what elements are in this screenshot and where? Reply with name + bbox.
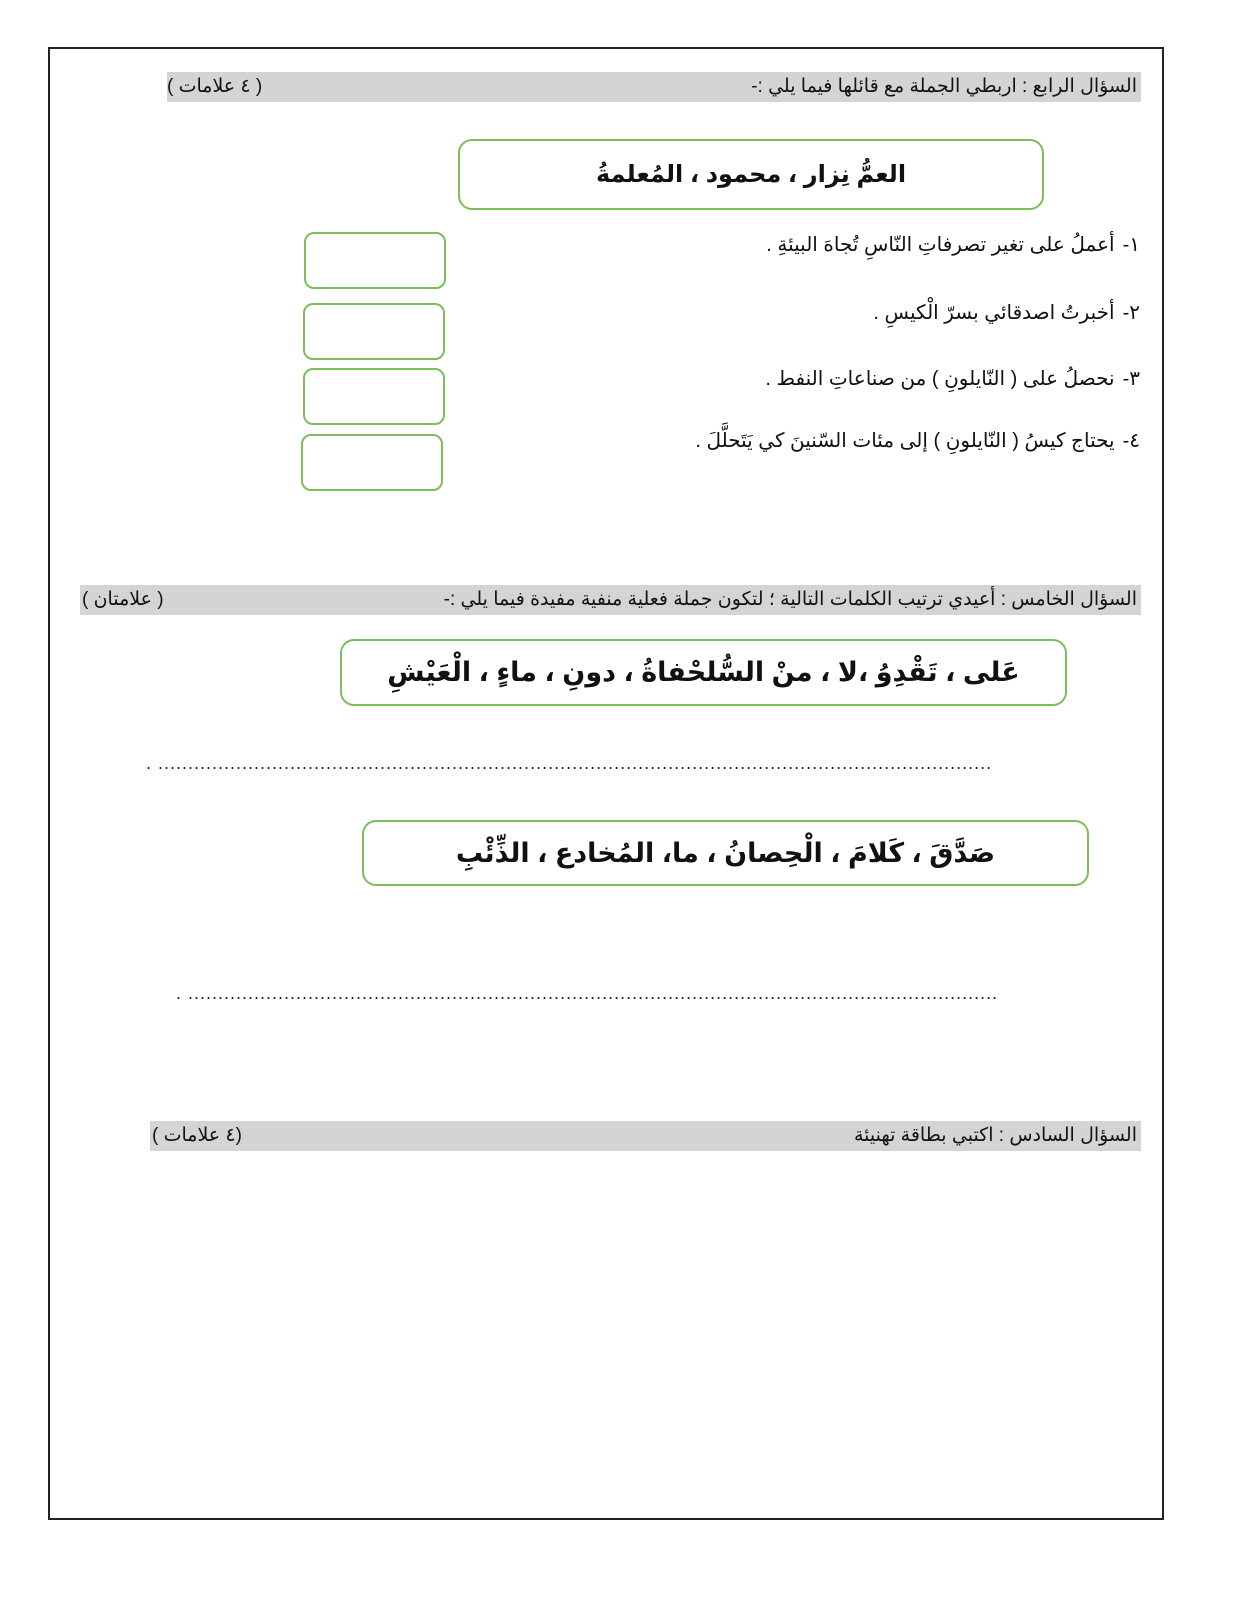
- q4-item-1: [766, 232, 1140, 257]
- q5-words-box-2: [362, 820, 1089, 886]
- q4-header: [167, 72, 1141, 102]
- q4-item-3-num: ٣-: [1122, 368, 1140, 390]
- q4-title: السؤال الرابع : اربطي الجملة مع قائلها فيما يلي :-: [751, 76, 1137, 97]
- q4-item-2: [873, 300, 1140, 325]
- q5-marks: ( علامتان ): [82, 589, 164, 610]
- q4-speakers-box: [458, 139, 1044, 210]
- q4-answer-box-4[interactable]: [301, 434, 443, 491]
- q4-answer-box-2[interactable]: [303, 303, 445, 360]
- q6-writing-area[interactable]: [80, 1170, 1140, 1490]
- q4-answer-box-3[interactable]: [303, 368, 445, 425]
- q4-item-3-text: نحصلُ على ( النّايلونِ ) من صناعاتِ النفط .: [765, 368, 1115, 390]
- q5-title: السؤال الخامس : أعيدي ترتيب الكلمات التالية ؛ لتكون جملة فعلية منفية مفيدة فيما يلي :-: [443, 589, 1137, 610]
- q5-header: [80, 585, 1141, 615]
- q6-marks: (٤ علامات ): [152, 1125, 242, 1146]
- q4-answer-box-1[interactable]: [304, 232, 446, 289]
- q4-marks: ( ٤ علامات ): [167, 76, 263, 97]
- q4-item-2-num: ٢-: [1122, 302, 1140, 324]
- q5-answer-line-2[interactable]: . .......................................................................................................................................​: [176, 983, 999, 1003]
- q6-header: [150, 1121, 1141, 1151]
- q4-item-1-num: ١-: [1122, 234, 1140, 256]
- q5-answer-line-1[interactable]: . ...........................................................................................................................................: [146, 753, 993, 773]
- q4-item-3: [765, 366, 1140, 391]
- q4-item-1-text: أعملُ على تغير تصرفاتِ النّاسِ تُجاهَ البيئةِ .: [766, 234, 1115, 256]
- q4-speakers: العمُّ نِزار ، محمود ، المُعلمةُ: [595, 161, 907, 188]
- q4-item-2-text: أخبرتُ اصدقائي بسرّ الْكيسِ .: [873, 302, 1115, 324]
- q4-item-4-text: يحتاج كيسُ ( النّايلونِ ) إلى مئات السّنينَ كي يَتَحلَّلَ .: [695, 430, 1115, 452]
- q5-words-1: عَلى ، تَقْدِوُ ،لا ، منْ السُّلحْفاةُ ، دونِ ، ماءٍ ، الْعَيْشِ: [387, 657, 1020, 687]
- q5-words-box-1: [340, 639, 1067, 706]
- q4-item-4: [695, 428, 1140, 453]
- q6-title: السؤال السادس : اكتبي بطاقة تهنيئة: [853, 1125, 1137, 1146]
- q4-item-4-num: ٤-: [1122, 430, 1140, 452]
- q5-words-2: صَدَّقَ ، كَلامَ ، الْحِصانُ ، ما، المُخادع ، الذِّئْبِ: [455, 837, 996, 868]
